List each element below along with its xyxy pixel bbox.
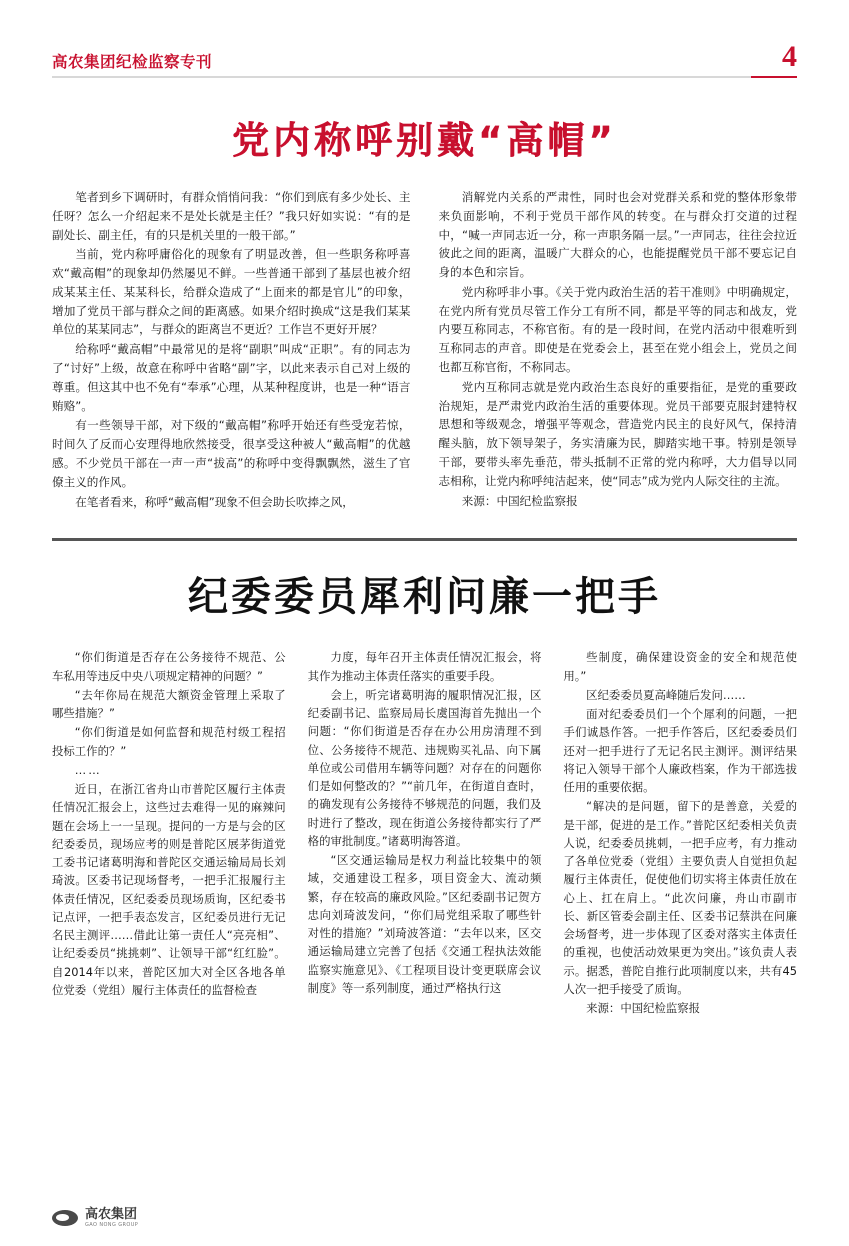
article-2-column-3 [563, 648, 797, 1018]
article-2-title: 纪委委员犀利问廉一把手 [188, 574, 661, 621]
paragraph: 党内互称同志就是党内政治生态良好的重要指征，是党的重要政治规矩，是严肃党内政治生活的重要体现。党员干部要克服封建特权思想和等级观念，增强平等观念，营造党内民主的良好风气，保持清醒头脑，放下领导架子，务实清廉为民，脚踏实地干事。特别是领导干部，要带头率先垂范，带头抵制不正常的党内称呼，大力倡导以同志相称，让党内称呼纯洁起来，使“同志”成为党内人际交往的主流。 [438, 379, 797, 488]
paragraph: 消解党内关系的严肃性，同时也会对党群关系和党的整体形象带来负面影响，不利于党员干部作风的转变。在与群众打交道的过程中，“喊一声同志近一分，称一声职务隔一层。”一声同志，往往会拉近彼此之间的距离，温暖广大群众的心，也能提醒党员干部不要忘记自身的本色和宗旨。 [438, 190, 797, 280]
paragraph: 区纪委委员夏高峰随后发问…… [586, 687, 746, 702]
paragraph: 近日，在浙江省舟山市普陀区履行主体责任情况汇报会上，这些过去难得一见的麻辣问题在会场上一一呈现。提问的一方是与会的区纪委委员，现场应考的则是普陀区展茅街道党工委书记诸葛明海和普陀区交通运输局局长刘琦波。区委书记现场督考，一把手汇报履行主体责任情况，区纪委委员现场质询，区纪委书记点评，一把手表态发言，区纪委员进行无记名民主测评……借此让第一责任人“亮亮相”、让纪委委员“挑挑刺”、让领导干部“红红脸”。自2014年以来，普陀区加大对全区各地各单位党委（党组）履行主体责任的监督检查 [52, 782, 286, 997]
article-1-column-right [439, 188, 798, 512]
paragraph: “区交通运输局是权力利益比较集中的领域，交通建设工程多，项目资金大、流动频繁，存在较高的廉政风险。”区纪委副书记贺方忠向刘琦波发问，“你们局党组采取了哪些针对性的措施？”刘琦波答道：“去年以来，区交通运输局建立完善了包括《交通工程执法效能监察实施意见》、《工程项目设计变更联席会议制度》等一系列制度，通过严格执行这 [307, 853, 542, 995]
paragraph: 笔者到乡下调研时，有群众悄悄问我：“你们到底有多少处长、主任呀？怎么一介绍起来不是处长就是主任？”我只好如实说：“有的是副处长、副主任，有的只是机关里的一般干部。” [52, 190, 411, 242]
paragraph: 在笔者看来，称呼“戴高帽”现象不但会助长吹捧之风， [75, 494, 354, 509]
paragraph: 力度，每年召开主体责任情况汇报会，将其作为推动主体责任落实的重要手段。 [307, 650, 542, 683]
paragraph: 当前，党内称呼庸俗化的现象有了明显改善，但一些职务称呼喜欢“戴高帽”的现象却仍然屡见不鲜。一些普通干部到了基层也被介绍成某某主任、某某科长，给群众造成了“上面来的都是官儿”的印象，增加了党员干部与群众之间的距离感。如果介绍时换成“这是我们某某单位的某某同志”，与群众的距离岂不更近？工作岂不更好开展？ [52, 247, 411, 337]
article-1-body [52, 188, 797, 512]
masthead-title: 高农集团纪检监察专刊 [52, 53, 213, 71]
paragraph: 些制度，确保建设资金的安全和规范使用。” [563, 650, 798, 683]
masthead-divider [52, 76, 797, 78]
paragraph: “你们街道是如何监督和规范村级工程招投标工作的？” [52, 725, 286, 758]
footer-branding [52, 1208, 138, 1228]
page-number: 4 [782, 40, 797, 73]
paragraph: 党内称呼非小事。《关于党内政治生活的若干准则》中明确规定，在党内所有党员尽管工作分工有所不同，都是平等的同志和战友，党内要互称同志，不称官衔。有的是一段时间，在党内活动中很难听到互称同志的声音。即使是在党委会上，甚至在党小组会上，党员之间也都互称官衔，不称同志。 [438, 284, 797, 375]
paragraph: 面对纪委委员们一个个犀利的问题，一把手们诚恳作答。一把手作答后，区纪委委员们还对一把手进行了无记名民主测评。测评结果将记入领导干部个人廉政档案，作为干部选拔任用的重要依据。 [563, 707, 798, 795]
article-2-source: 来源：中国纪检监察报 [586, 1001, 701, 1016]
article-2-column-1 [52, 648, 286, 1018]
footer-company-sub: GAO NONG GROUP [85, 1222, 139, 1228]
paragraph: 会上，听完诸葛明海的履职情况汇报，区纪委副书记、监察局局长虞国海首先抛出一个问题：“你们街道是否存在办公用房清理不到位、公务接待不规范、违规购买礼品、向下属单位或公司借用车辆等问题？对存在的问题你们是如何整改的？”“前几年，在街道自查时，的确发现有公务接待不够规范的问题，我们及时进行了整改，现在街道公务接待都实行了严格的审批制度。”诸葛明海答道。 [307, 687, 542, 848]
paragraph: “你们街道是否存在公务接待不规范、公车私用等违反中央八项规定精神的问题？” [52, 650, 286, 683]
article-2-body [52, 648, 797, 1018]
newspaper-page [0, 40, 849, 1246]
paragraph: “解决的是问题，留下的是善意，关爱的是干部，促进的是工作。”普陀区纪委相关负责人说，纪委委员挑刺，一把手应考，有力推动了各单位党委（党组）主要负责人自觉担负起履行主体责任，促使他们切实将主体责任放在心上、扛在肩上。“此次问廉，舟山市副市长、新区管委会副主任、区委书记蔡洪在问廉会场督考，进一步体现了区委对落实主体责任的重视，也使活动效果更为突出。”该负责人表示。据悉，普陀自推行此项制度以来，共有45人次一把手接受了质询。 [563, 799, 798, 996]
company-logo-icon [52, 1210, 78, 1226]
article-1-column-left [52, 188, 411, 512]
masthead [52, 40, 797, 92]
paragraph: 有一些领导干部，对下级的“戴高帽”称呼开始还有些受宠若惊，时间久了反而心安理得地欣然接受，很享受这种被人“戴高帽”的优越感。不少党员干部在一声一声“拔高”的称呼中变得飘飘然，滋生了官僚主义的作风。 [52, 418, 411, 489]
paragraph: “去年你局在规范大额资金管理上采取了哪些措施？” [52, 687, 286, 721]
article-1-source: 来源：中国纪检监察报 [461, 493, 578, 508]
article-2-column-2 [308, 648, 542, 1018]
paragraph: 给称呼“戴高帽”中最常见的是将“副职”叫成“正职”。有的同志为了“讨好”上级，故意在称呼中省略“副”字，以此来表示自己对上级的尊重。但这其中也不免有“奉承”心理，从某种程度讲，也是一种“语言贿赂”。 [52, 342, 411, 413]
footer-text-block [85, 1208, 138, 1228]
section-divider [52, 538, 797, 541]
article-1-title: 党内称呼别戴“高帽” [232, 119, 617, 162]
paragraph-ellipsis: …… [74, 762, 102, 777]
footer-company-name: 高农集团 [85, 1207, 138, 1223]
masthead-divider-accent [751, 76, 797, 78]
